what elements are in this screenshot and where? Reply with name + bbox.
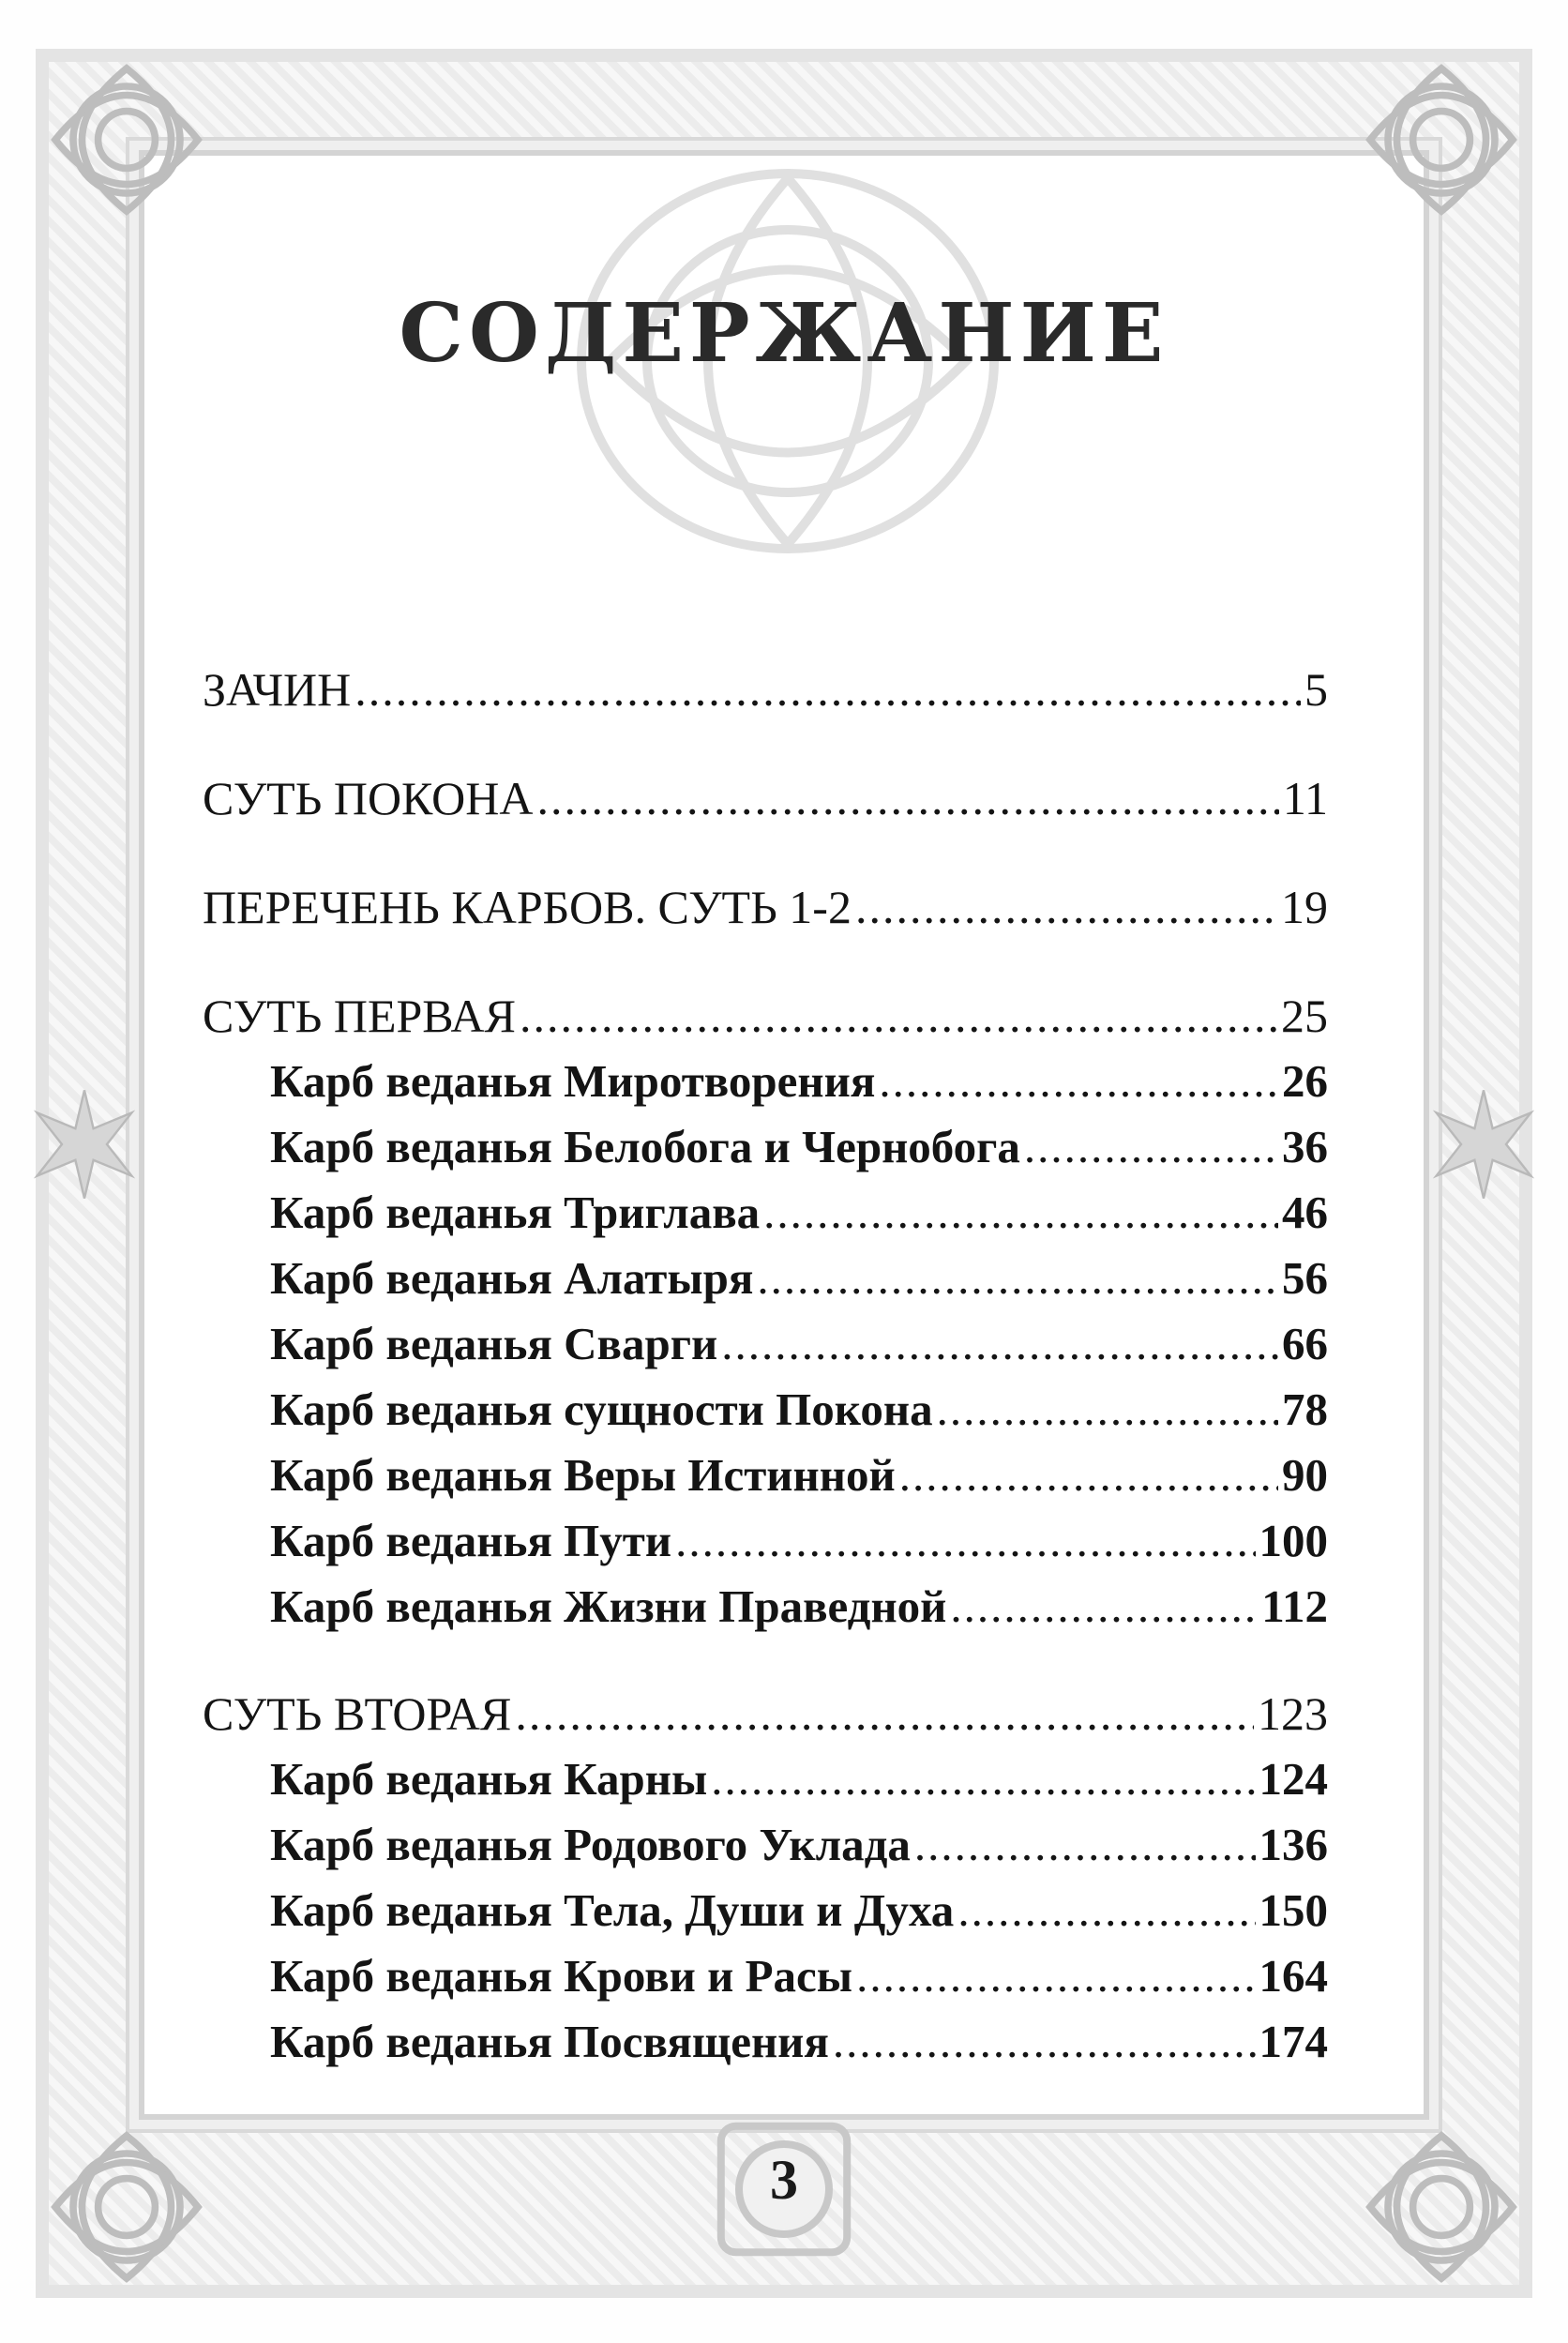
toc-subentry[interactable] (203, 1746, 1328, 1812)
toc-entry-title: Карб веданья Жизни Праведной (270, 1580, 947, 1632)
star-ornament-icon (1427, 1088, 1540, 1201)
toc-entry[interactable] (203, 874, 1328, 940)
toc-subentry[interactable] (203, 1443, 1328, 1508)
toc-subentry[interactable] (203, 1574, 1328, 1640)
toc-entry-page: 112 (1261, 1580, 1328, 1632)
toc-entry-page: 174 (1259, 2016, 1328, 2067)
toc-entry-title: Карб веданья Родового Уклада (270, 1819, 911, 1870)
toc-subentry[interactable] (203, 1180, 1328, 1246)
toc-entry-title: ПЕРЕЧЕНЬ КАРБОВ. СУТЬ 1-2 (203, 881, 852, 933)
toc-entry-page: 78 (1282, 1383, 1328, 1435)
toc-entry-title: Карб веданья Карны (270, 1753, 708, 1805)
toc-entry-title: Карб веданья Миротворения (270, 1055, 876, 1107)
toc-leader-dots (711, 1746, 1255, 1812)
toc-entry-page: 150 (1259, 1884, 1328, 1936)
toc-subentry[interactable] (203, 1878, 1328, 1943)
toc-leader-dots (833, 2009, 1256, 2075)
toc-entry-title: ЗАЧИН (203, 663, 352, 716)
toc-leader-dots (520, 983, 1277, 1049)
toc-entry-page: 136 (1259, 1819, 1328, 1870)
corner-knot-icon (38, 2118, 216, 2296)
toc-entry-page: 100 (1259, 1515, 1328, 1566)
toc-subentry[interactable] (203, 1114, 1328, 1180)
toc-entry-page: 123 (1258, 1687, 1328, 1740)
page-number: 3 (770, 2149, 798, 2211)
toc-leader-dots (855, 874, 1277, 940)
toc-entry-title: Карб веданья Крови и Расы (270, 1950, 853, 2002)
toc-entry-title: СУТЬ ПОКОНА (203, 772, 534, 824)
toc-entry-page: 19 (1281, 881, 1328, 933)
table-of-contents (203, 657, 1328, 2075)
toc-entry-title: Карб веданья Пути (270, 1515, 672, 1566)
toc-entry-page: 36 (1282, 1121, 1328, 1172)
toc-entry-page: 11 (1282, 772, 1328, 824)
toc-section-heading[interactable] (203, 983, 1328, 1049)
toc-leader-dots (899, 1443, 1278, 1508)
toc-entry-title: Карб веданья Тела, Души и Духа (270, 1884, 955, 1936)
page-title: СОДЕРЖАНИЕ (399, 286, 1169, 381)
toc-leader-dots (950, 1574, 1258, 1640)
corner-knot-icon (38, 51, 216, 229)
toc-leader-dots (354, 657, 1301, 722)
toc-entry-title: Карб веданья Триглава (270, 1187, 761, 1238)
toc-subentry[interactable] (203, 1377, 1328, 1443)
toc-subentry[interactable] (203, 1943, 1328, 2009)
toc-entry-page: 56 (1282, 1252, 1328, 1304)
toc-entry-title: Карб веданья сущности Покона (270, 1383, 933, 1435)
toc-entry-title: Карб веданья Белобога и Чернобога (270, 1121, 1020, 1172)
toc-entry-title: Карб веданья Посвящения (270, 2016, 829, 2067)
toc-entry-page: 66 (1282, 1318, 1328, 1369)
toc-entry-title: СУТЬ ВТОРАЯ (203, 1687, 512, 1740)
toc-leader-dots (515, 1681, 1254, 1746)
toc-leader-dots (675, 1508, 1255, 1574)
toc-entry-title: СУТЬ ПЕРВАЯ (203, 990, 516, 1042)
toc-subentry[interactable] (203, 1049, 1328, 1114)
toc-subentry[interactable] (203, 1812, 1328, 1878)
toc-entry-page: 46 (1282, 1187, 1328, 1238)
toc-entry[interactable] (203, 657, 1328, 722)
toc-entry-title: Карб веданья Алатыря (270, 1252, 754, 1304)
toc-entry-title: Карб веданья Веры Истинной (270, 1449, 896, 1501)
toc-leader-dots (879, 1049, 1278, 1114)
toc-subentry[interactable] (203, 1508, 1328, 1574)
toc-entry-page: 164 (1259, 1950, 1328, 2002)
corner-knot-icon (1352, 2118, 1530, 2296)
toc-leader-dots (1024, 1114, 1278, 1180)
corner-knot-icon (1352, 51, 1530, 229)
toc-leader-dots (763, 1180, 1278, 1246)
toc-entry-page: 26 (1282, 1055, 1328, 1107)
toc-leader-dots (856, 1943, 1255, 2009)
star-ornament-icon (28, 1088, 141, 1201)
toc-entry[interactable] (203, 765, 1328, 831)
toc-leader-dots (957, 1878, 1255, 1943)
toc-subentry[interactable] (203, 1246, 1328, 1311)
toc-leader-dots (721, 1311, 1278, 1377)
toc-section-heading[interactable] (203, 1681, 1328, 1746)
toc-entry-title: Карб веданья Сварги (270, 1318, 718, 1369)
toc-entry-page: 5 (1304, 663, 1328, 716)
toc-entry-page: 25 (1281, 990, 1328, 1042)
toc-leader-dots (937, 1377, 1278, 1443)
toc-entry-page: 90 (1282, 1449, 1328, 1501)
toc-leader-dots (757, 1246, 1278, 1311)
toc-leader-dots (914, 1812, 1256, 1878)
toc-subentry[interactable] (203, 1311, 1328, 1377)
toc-entry-page: 124 (1259, 1753, 1328, 1805)
toc-leader-dots (537, 765, 1279, 831)
toc-subentry[interactable] (203, 2009, 1328, 2075)
